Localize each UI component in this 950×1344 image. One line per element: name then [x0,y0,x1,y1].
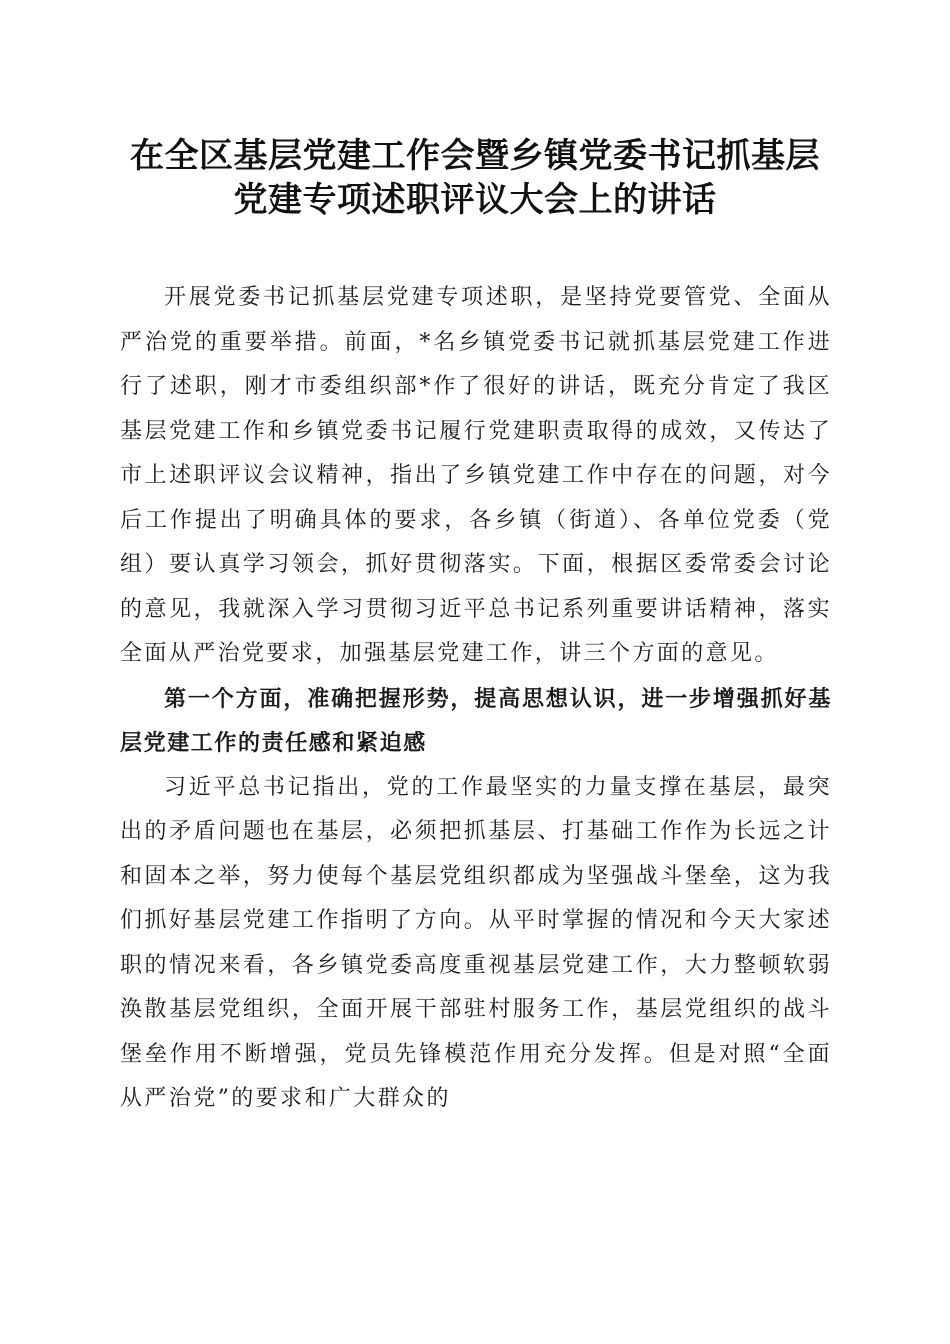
document-title [80,134,870,222]
section-heading-1: 第一个方面，准确把握形势，提高思想认识，进一步增强抓好基层党建工作的责任感和紧迫感 [120,685,832,756]
title-line-1: 在全区基层党建工作会暨乡镇党委书记抓基层 [130,136,820,176]
section-1-paragraph: 习近平总书记指出，党的工作最坚实的力量支撑在基层，最突出的矛盾问题也在基层，必须把抓基层、打基础工作作为长远之计和固本之举，努力使每个基层党组织都成为坚强战斗堡垒，这为我们抓好基层党建工作指明了方向。从平时掌握的情况和今天大家述职的情况来看，各乡镇党委高度重视基层党建工作，大力整顿软弱涣散基层党组织，全面开展干部驻村服务工作，基层党组织的战斗堡垒作用不断增强，党员先锋模范作用充分发挥。但是对照“全面从严治党”的要求和广大群众的 [120,774,832,1111]
intro-paragraph: 开展党委书记抓基层党建专项述职，是坚持党要管党、全面从严治党的重要举措。前面，*名乡镇党委书记就抓基层党建工作进行了述职，刚才市委组织部*作了很好的讲话，既充分肯定了我区基层党建工作和乡镇党委书记履行党建职责取得的成效，又传达了市上述职评议会议精神，指出了乡镇党建工作中存在的问题，对今后工作提出了明确具体的要求，各乡镇（街道）、各单位党委（党组）要认真学习领会，抓好贯彻落实。下面，根据区委常委会讨论的意见，我就深入学习贯彻习近平总书记系列重要讲话精神，落实全面从严治党要求，加强基层党建工作，讲三个方面的意见。 [120,285,832,666]
title-line-2: 党建专项述职评议大会上的讲话 [233,180,717,220]
document-body [120,276,832,1122]
